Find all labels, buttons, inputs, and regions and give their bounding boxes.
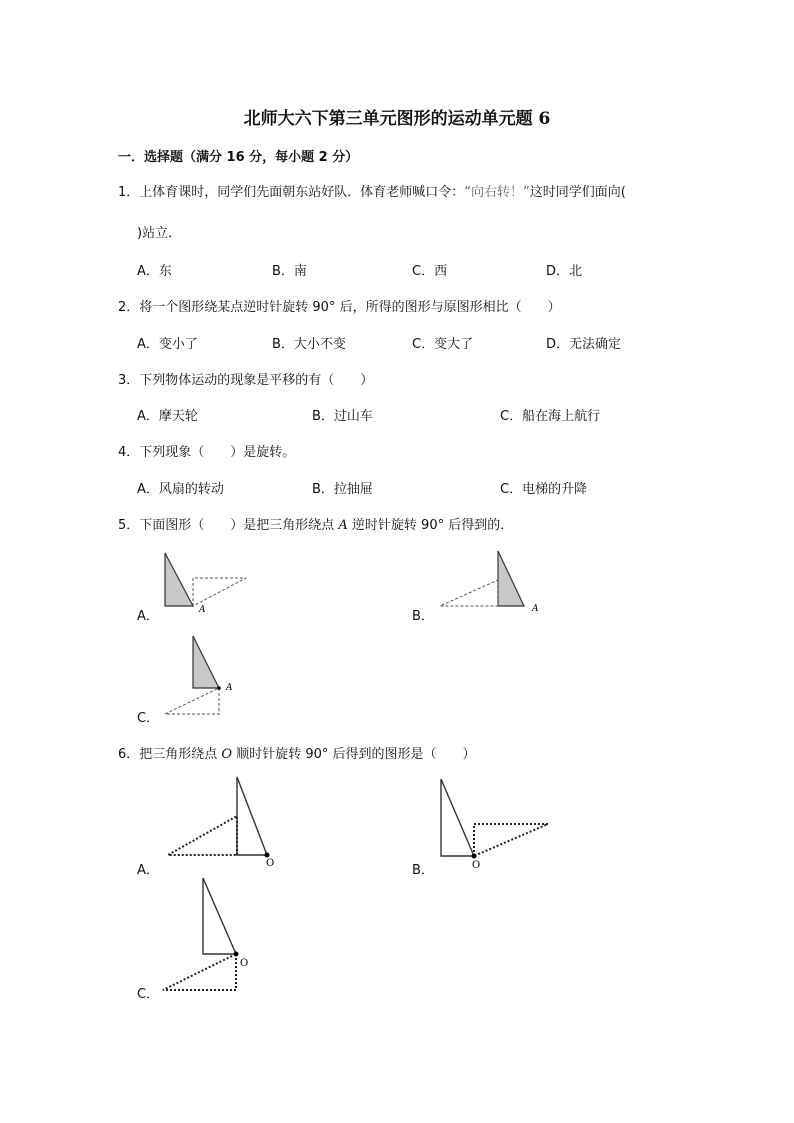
point-a-label: A <box>199 605 206 615</box>
rotated-triangle <box>440 580 498 606</box>
rotated-triangle <box>474 824 548 856</box>
question-6-figure-a[interactable] <box>160 772 290 872</box>
question-1-text-a: 1．上体育课时，同学们先面朝东站好队．体育老师喊口令： <box>118 185 465 200</box>
point-o-label: O <box>266 858 275 869</box>
question-5-option-a[interactable]: A． <box>137 609 159 624</box>
pivot-point <box>265 853 270 858</box>
rotated-triangle <box>165 688 219 714</box>
question-4-text: 4．下列现象（ ）是旋转。 <box>118 445 296 460</box>
question-4-option-a[interactable]: A．风扇的转动 <box>137 482 224 497</box>
question-3-option-b[interactable]: B．过山车 <box>312 409 373 424</box>
question-6-option-a[interactable]: A． <box>137 863 159 878</box>
question-1-option-d[interactable]: D．北 <box>546 264 583 279</box>
question-2-option-a[interactable]: A．变小了 <box>137 337 198 352</box>
point-a-label: A <box>226 683 233 693</box>
original-triangle <box>237 777 267 855</box>
original-triangle <box>203 878 236 954</box>
question-4-option-b[interactable]: B．拉抽屉 <box>312 482 373 497</box>
point-a-label: A <box>532 604 539 614</box>
question-2-option-d[interactable]: D．无法确定 <box>546 337 622 352</box>
question-5-text-a: 5．下面图形（ ）是把三角形绕点 <box>118 518 339 533</box>
question-6-figure-c[interactable] <box>160 872 270 998</box>
question-6-text <box>118 743 476 762</box>
point-o-label: O <box>472 860 481 871</box>
question-6-option-c[interactable]: C． <box>137 987 160 1002</box>
question-3-option-a[interactable]: A．摩天轮 <box>137 409 198 424</box>
point-o-label: O <box>240 958 249 969</box>
original-triangle <box>498 551 524 606</box>
question-2-text: 2．将一个图形绕某点逆时针旋转 90° 后，所得的图形与原图形相比（ ） <box>118 300 561 315</box>
question-6-text-a: 6．把三角形绕点 <box>118 747 222 762</box>
question-1-quote: “向右转！” <box>464 185 530 200</box>
question-5-point: A <box>338 518 348 533</box>
question-5-figure-a[interactable] <box>160 548 260 618</box>
question-5-text <box>118 514 513 533</box>
question-6-option-b[interactable]: B． <box>412 863 434 878</box>
question-1-option-c[interactable]: C．西 <box>412 264 448 279</box>
question-5-option-b[interactable]: B． <box>412 609 434 624</box>
original-triangle <box>441 779 474 856</box>
question-6-point: O <box>221 747 233 762</box>
question-4-option-c[interactable]: C．电梯的升降 <box>500 482 588 497</box>
question-1-text-line2: )站立． <box>137 226 182 241</box>
original-triangle <box>193 636 219 688</box>
page-title: 北师大六下第三单元图形的运动单元题 6 <box>243 109 551 129</box>
question-3-option-c[interactable]: C．船在海上航行 <box>500 409 601 424</box>
section-heading: 一．选择题（满分 16 分，每小题 2 分） <box>118 150 359 165</box>
question-5-figure-b[interactable] <box>432 548 552 618</box>
question-2-option-b[interactable]: B．大小不变 <box>272 337 346 352</box>
question-5-option-c[interactable]: C． <box>137 711 160 726</box>
question-6-text-b: 顺时针旋转 90° 后得到的图形是（ ） <box>232 747 476 762</box>
question-5-figure-c[interactable] <box>160 632 260 722</box>
rotated-triangle <box>193 578 246 606</box>
original-triangle <box>165 553 193 606</box>
question-1-text-b: 这时同学们面向( <box>529 185 626 200</box>
question-2-option-c[interactable]: C．变大了 <box>412 337 474 352</box>
question-1-option-a[interactable]: A．东 <box>137 264 172 279</box>
rotated-triangle <box>168 816 237 855</box>
question-1-text <box>118 181 626 200</box>
pivot-point <box>472 854 477 859</box>
rotated-triangle <box>163 954 236 990</box>
pivot-point <box>234 952 239 957</box>
question-5-text-b: 逆时针旋转 90° 后得到的． <box>347 518 514 533</box>
question-6-figure-b[interactable] <box>432 772 562 872</box>
pivot-point <box>217 686 221 690</box>
question-1-option-b[interactable]: B．南 <box>272 264 307 279</box>
question-3-text: 3．下列物体运动的现象是平移的有（ ） <box>118 373 374 388</box>
